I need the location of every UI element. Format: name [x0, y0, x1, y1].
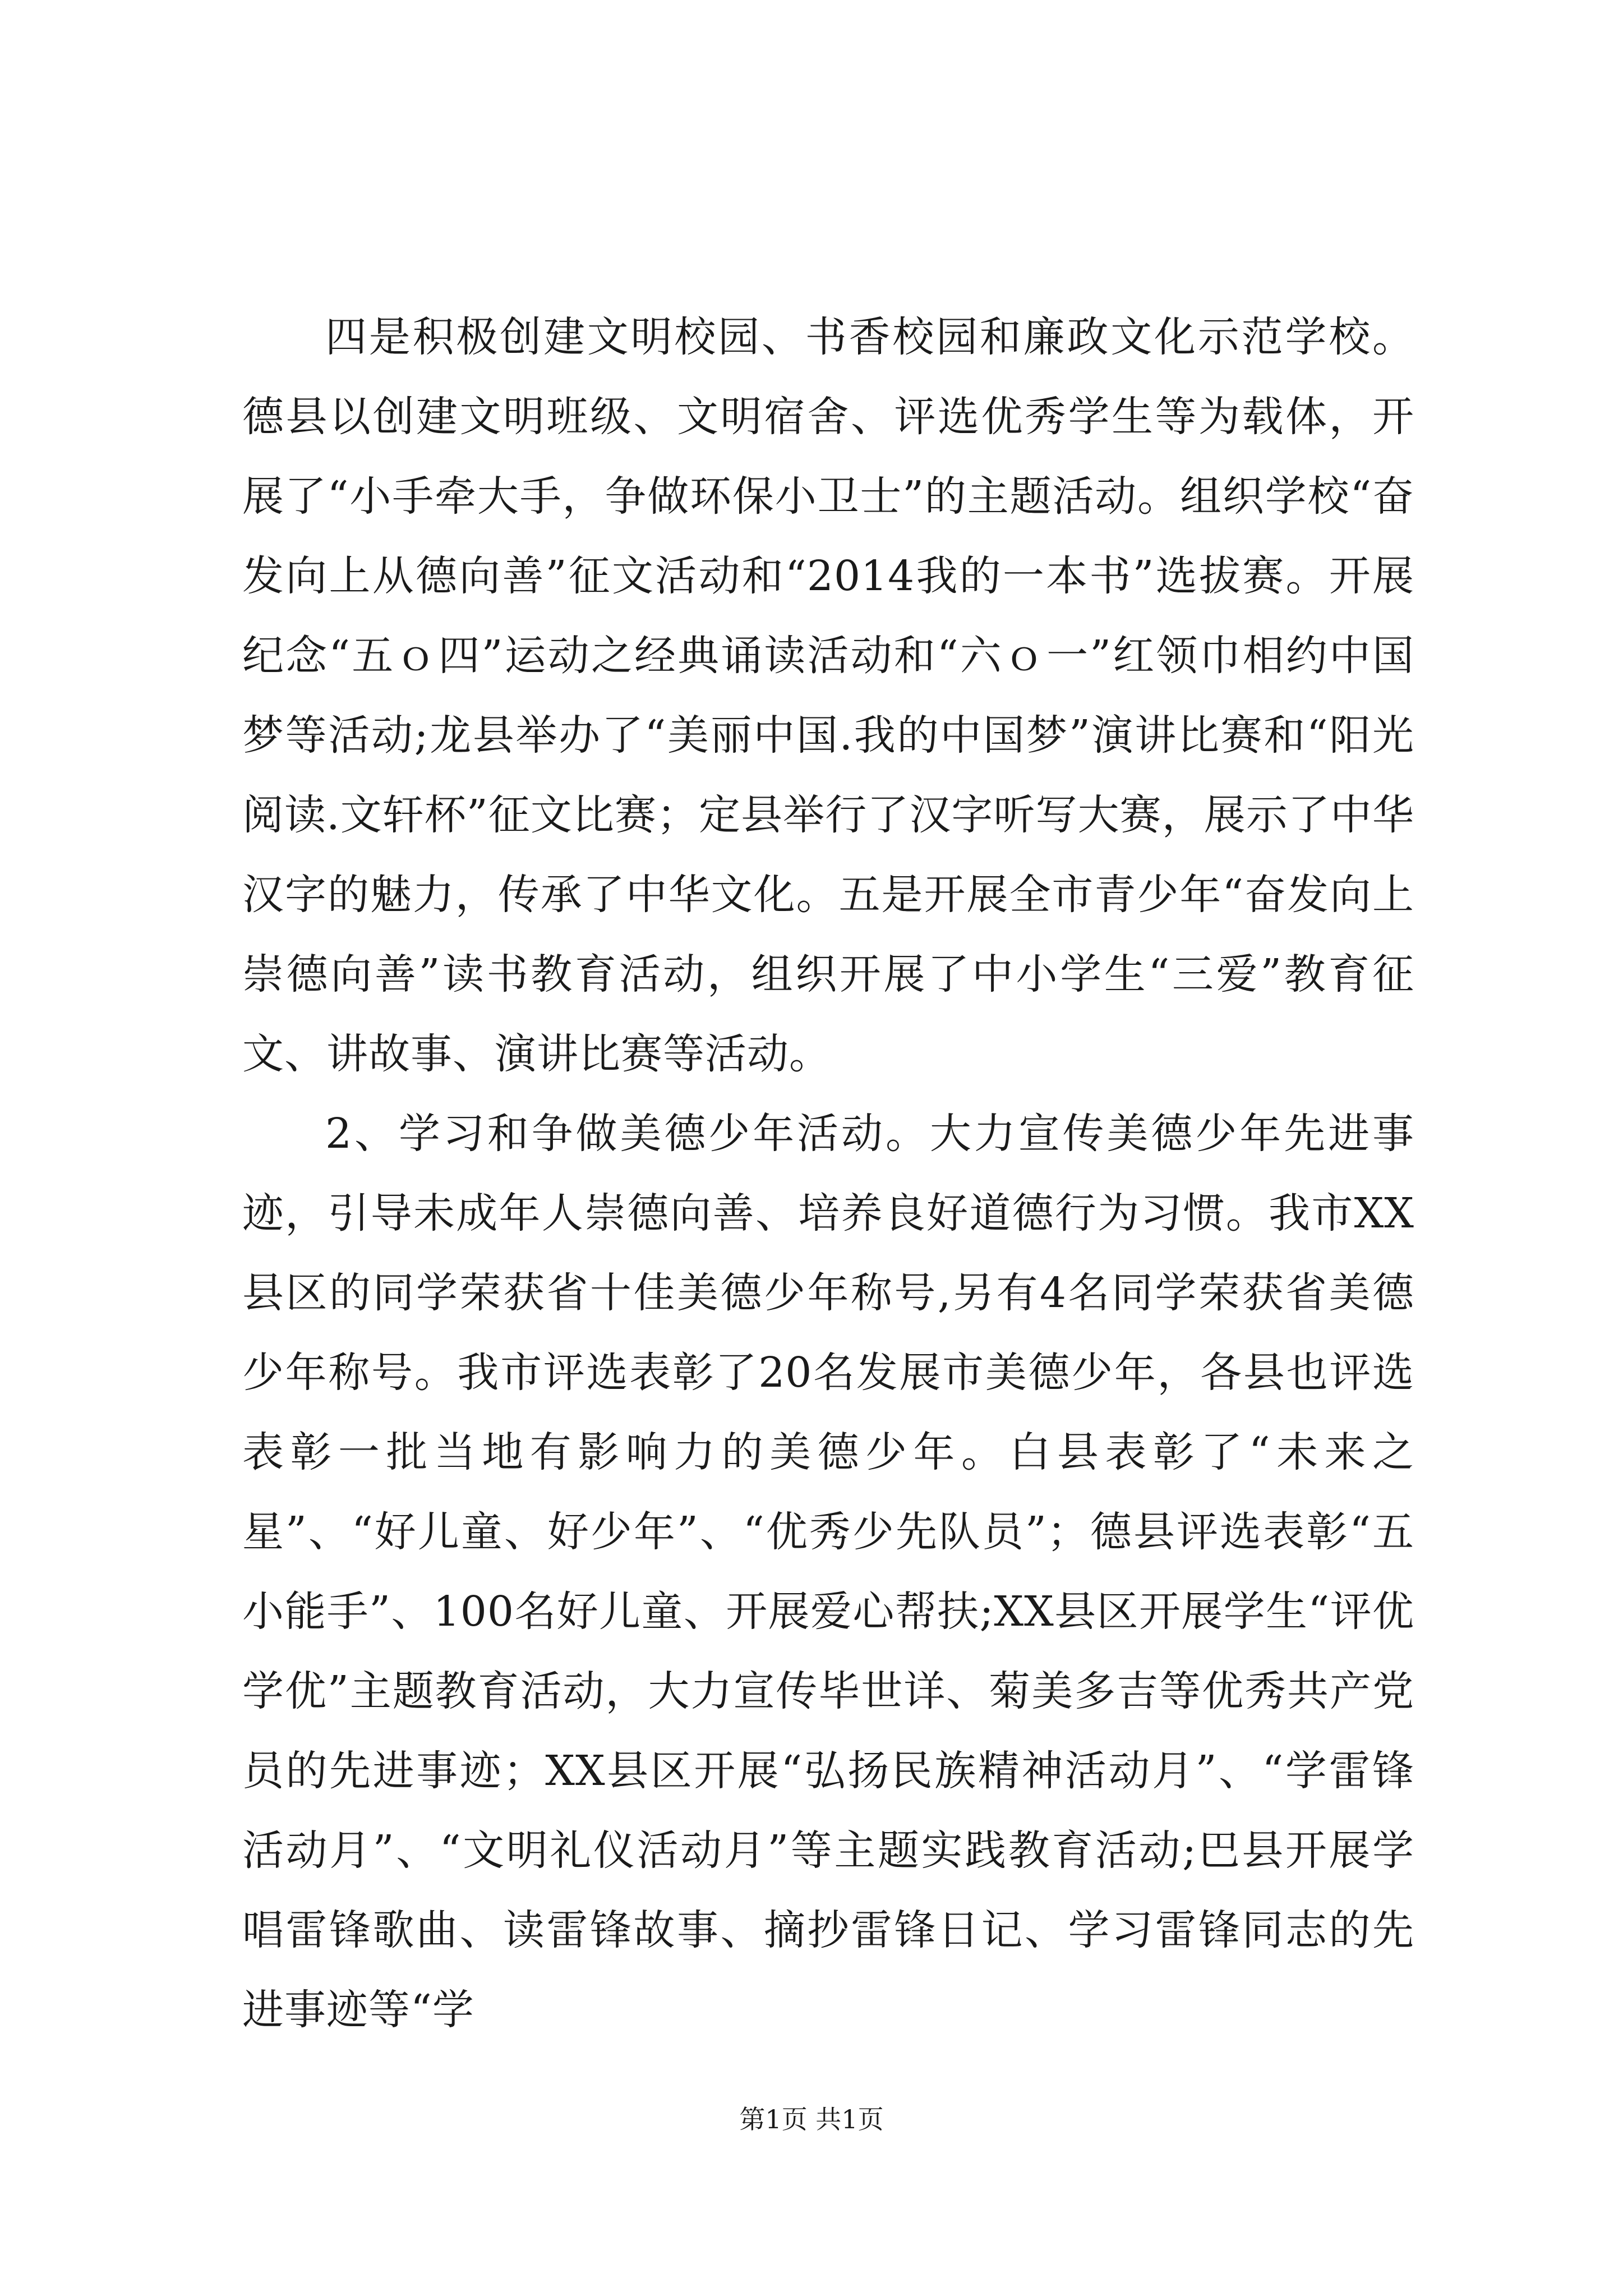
page-number-label: 第1页 共1页 — [739, 2104, 884, 2134]
document-body — [242, 297, 1414, 2050]
page-footer — [0, 2102, 1623, 2136]
paragraph-2: 2、学习和争做美德少年活动。大力宣传美德少年先进事迹，引导未成年人崇德向善、培养良好道德行为习惯。我市XX县区的同学荣获省十佳美德少年称号,另有4名同学荣获省美德少年称号。我市评选表彰了20名发展市美德少年，各县也评选表彰一批当地有影响力的美德少年。白县表彰了“未来之星”、“好儿童、好少年”、“优秀少先队员”；德县评选表彰“五小能手”、100名好儿童、开展爱心帮扶;XX县区开展学生“评优学优”主题教育活动，大力宣传毕世详、菊美多吉等优秀共产党员的先进事迹；XX县区开展“弘扬民族精神活动月”、“学雷锋活动月”、“文明礼仪活动月”等主题实践教育活动;巴县开展学唱雷锋歌曲、读雷锋故事、摘抄雷锋日记、学习雷锋同志的先进事迹等“学 — [242, 1110, 1414, 2034]
paragraph-1: 四是积极创建文明校园、书香校园和廉政文化示范学校。德县以创建文明班级、文明宿舍、评选优秀学生等为载体，开展了“小手牵大手，争做环保小卫士”的主题活动。组织学校“奋发向上从德向善”征文活动和“2014我的一本书”选拔赛。开展纪念“五ｏ四”运动之经典诵读活动和“六ｏ一”红领巾相约中国梦等活动;龙县举办了“美丽中国.我的中国梦”演讲比赛和“阳光阅读.文轩杯”征文比赛；定县举行了汉字听写大赛，展示了中华汉字的魅力，传承了中华文化。五是开展全市青少年“奋发向上崇德向善”读书教育活动，组织开展了中小学生“三爱”教育征文、讲故事、演讲比赛等活动。 — [242, 313, 1414, 1078]
